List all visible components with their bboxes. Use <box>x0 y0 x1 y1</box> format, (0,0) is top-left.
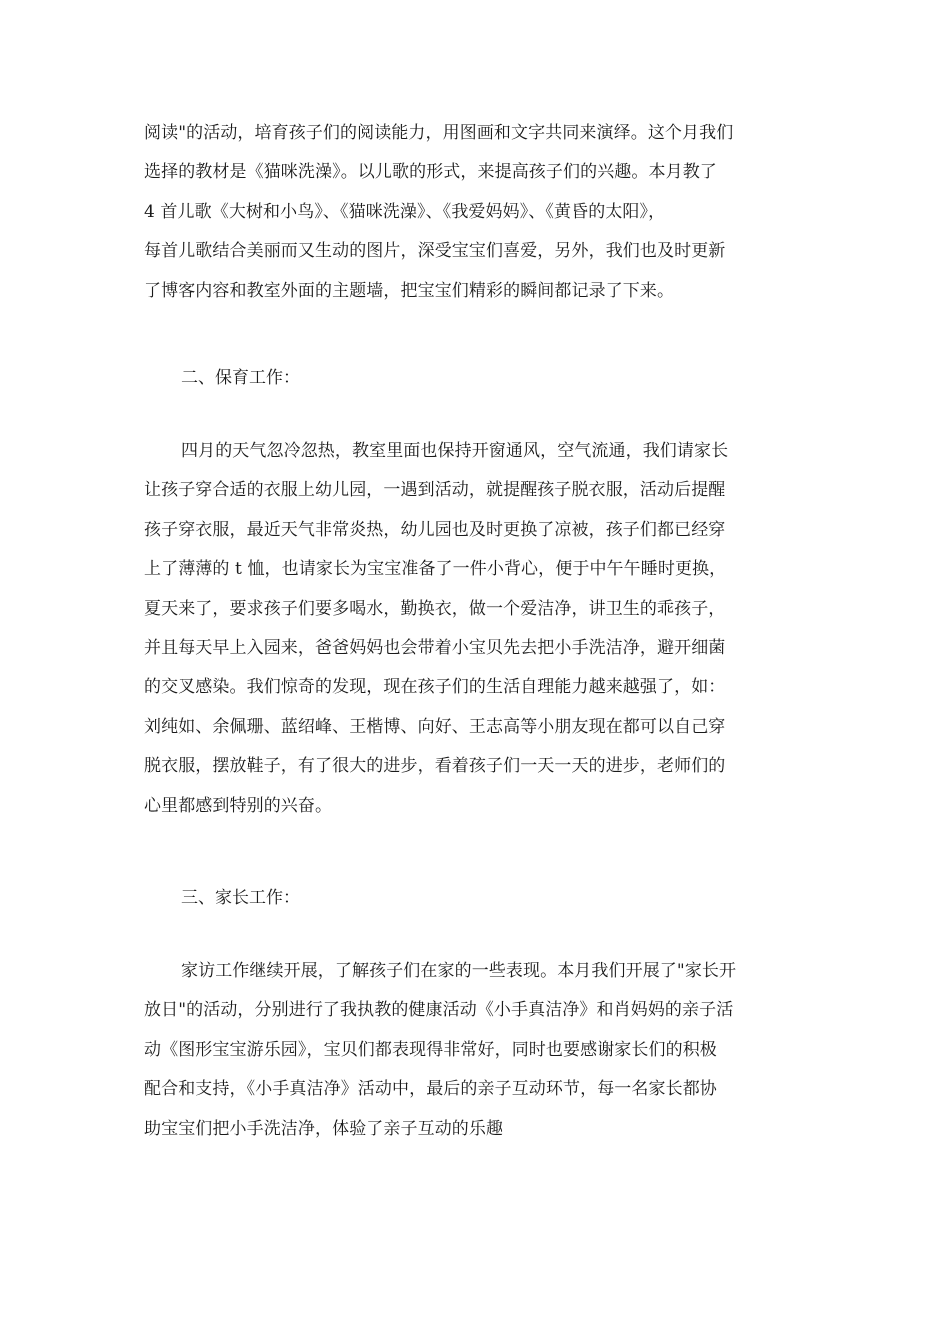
text-line: 上了薄薄的 t 恤，也请家长为宝宝准备了一件小背心，便于中午午睡时更换， <box>144 559 727 580</box>
text-line: 配合和支持，《小手真洁净》活动中，最后的亲子互动环节，每一名家长都协 <box>144 1079 717 1100</box>
paragraph-reading-activity <box>144 114 814 311</box>
text-line: 脱衣服，摆放鞋子，有了很大的进步，看着孩子们一天一天的进步，老师们的 <box>144 756 726 777</box>
text-line: 每首儿歌结合美丽而又生动的图片，深受宝宝们喜爱，另外，我们也及时更新 <box>144 241 726 262</box>
section-heading-parent-work: 三、家长工作： <box>181 888 300 908</box>
text-line: 家访工作继续开展，了解孩子们在家的一些表现。本月我们开展了"家长开 <box>181 961 737 981</box>
text-line: 选择的教材是《猫咪洗澡》。以儿歌的形式，来提高孩子们的兴趣。本月教了 <box>144 162 717 183</box>
section-heading-care-work: 二、保育工作： <box>181 368 300 388</box>
paragraph-care-work <box>144 432 814 826</box>
text-line: 刘纯如、余佩珊、蓝绍峰、王楷博、向好、王志高等小朋友现在都可以自己穿 <box>144 716 726 737</box>
text-line: 四月的天气忽冷忽热，教室里面也保持开窗通风，空气流通，我们请家长 <box>181 441 729 461</box>
paragraph-parent-work <box>144 952 814 1149</box>
text-line: 了博客内容和教室外面的主题墙，把宝宝们精彩的瞬间都记录了下来。 <box>144 280 675 301</box>
text-line: 放日"的活动，分别进行了我执教的健康活动《小手真洁净》和肖妈妈的亲子活 <box>144 1000 734 1021</box>
text-line: 让孩子穿合适的衣服上幼儿园，一遇到活动，就提醒孩子脱衣服，活动后提醒 <box>144 480 726 501</box>
text-line: 孩子穿衣服，最近天气非常炎热，幼儿园也及时更换了凉被，孩子们都已经穿 <box>144 519 726 540</box>
text-line: 夏天来了，要求孩子们要多喝水，勤换衣，做一个爱洁净，讲卫生的乖孩子， <box>144 598 726 619</box>
text-line: 并且每天早上入园来，爸爸妈妈也会带着小宝贝先去把小手洗洁净，避开细菌 <box>144 637 726 658</box>
text-line: 阅读"的活动，培育孩子们的阅读能力，用图画和文字共同来演绎。这个月我们 <box>144 123 734 143</box>
text-line: 助宝宝们把小手洗洁净，体验了亲子互动的乐趣 <box>144 1118 504 1139</box>
text-line: 动《图形宝宝游乐园》，宝贝们都表现得非常好，同时也要感谢家长们的积极 <box>144 1039 717 1060</box>
text-line: 的交叉感染。我们惊奇的发现，现在孩子们的生活自理能力越来越强了，如： <box>144 677 726 698</box>
text-line: 4 首儿歌《大树和小鸟》、《猫咪洗澡》、《我爱妈妈》、《黄昏的太阳》， <box>144 201 666 222</box>
text-line: 心里都感到特别的兴奋。 <box>144 795 333 816</box>
